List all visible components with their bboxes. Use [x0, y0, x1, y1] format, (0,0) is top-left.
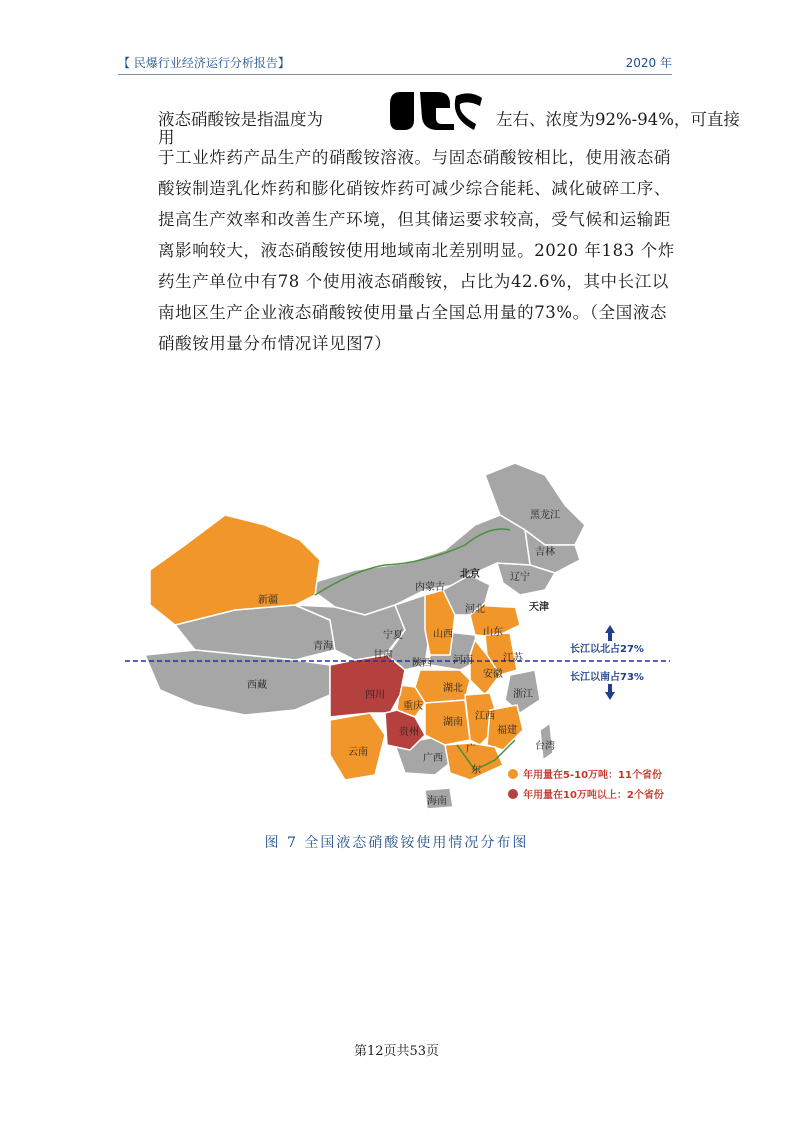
paragraph-line: 硝酸铵用量分布情况详见图7） [158, 334, 392, 353]
province-sichuan [330, 655, 405, 717]
label-guangdong: 东 [471, 765, 481, 776]
report-title: 【 民爆行业经济运行分析报告】 [118, 56, 290, 70]
label-taiwan: 台湾 [535, 741, 555, 752]
report-year: 2020 年 [625, 56, 672, 70]
china-ammonium-nitrate-map [125, 455, 685, 815]
tianjin-pointer [485, 605, 525, 607]
north-share-label: 长江以北占27% [570, 644, 644, 655]
label-anhui: 安徽 [483, 669, 503, 680]
label-hebei: 河北 [465, 604, 485, 615]
legend-orange-swatch [508, 769, 518, 779]
paragraph-first-line [158, 100, 758, 147]
label-liaoning: 辽宁 [510, 572, 530, 583]
label-xinjiang: 新疆 [258, 595, 278, 606]
label-jiangsu: 江苏 [503, 653, 523, 664]
arrow-down-icon [605, 684, 615, 700]
label-guangxi: 广西 [423, 753, 443, 764]
page-number: 第12页共53页 [353, 1044, 440, 1059]
label-shaanxi: 陕西 [412, 658, 432, 669]
label-xizang: 西藏 [247, 680, 267, 691]
paragraph-line: 离影响较大，液态硝酸铵使用地域南北差别明显。2020 年183 个炸 [158, 241, 675, 260]
label-hubei: 湖北 [443, 683, 463, 694]
body-paragraph [158, 100, 758, 359]
label-tianjin: 天津 [529, 602, 549, 613]
paragraph-line: 提高生产效率和改善生产环境，但其储运要求较高，受气候和运输距 [158, 210, 671, 229]
label-hainan: 海南 [427, 796, 447, 807]
arrow-up-icon [605, 625, 615, 641]
label-neimenggu: 内蒙古 [415, 582, 445, 593]
label-guang-fragment: 广 [466, 744, 476, 755]
label-sichuan: 四川 [365, 690, 385, 701]
paragraph-line: 于工业炸药产品生产的硝酸铵溶液。与固态硝酸铵相比，使用液态硝 [158, 148, 671, 167]
label-hunan: 湖南 [443, 717, 463, 728]
label-guizhou: 贵州 [399, 727, 419, 738]
label-fujian: 福建 [497, 725, 517, 736]
label-zhejiang: 浙江 [513, 689, 533, 700]
broken-formula-image [380, 90, 496, 130]
legend-red-label: 年用量在10万吨以上：2个省份 [523, 790, 664, 801]
label-beijing: 北京 [460, 569, 480, 580]
paragraph-text: 液态硝酸铵是指温度为 [158, 110, 323, 129]
legend-orange-label: 年用量在5-10万吨：11个省份 [523, 770, 662, 781]
label-gansu: 甘肃 [373, 650, 393, 661]
label-jilin: 吉林 [535, 547, 555, 558]
label-ningxia: 宁夏 [383, 630, 403, 641]
label-qinghai: 青海 [313, 641, 333, 652]
label-henan: 河南 [453, 655, 473, 666]
legend-red-swatch [508, 789, 518, 799]
paragraph-line: 南地区生产企业液态硝酸铵使用量占全国总用量的73%。（全国液态 [158, 303, 668, 322]
paragraph-text: 用 [158, 128, 175, 147]
label-shandong: 山东 [483, 627, 503, 638]
paragraph-text: 左右、浓度为92%-94%，可直接 [496, 110, 740, 129]
label-heilongjiang: 黑龙江 [530, 510, 560, 521]
page-header [118, 52, 672, 75]
province-xizang [145, 650, 330, 715]
paragraph-line: 药生产单位中有78 个使用液态硝酸铵，占比为42.6%，其中长江以 [158, 272, 669, 291]
label-jiangxi: 江西 [475, 711, 495, 722]
label-chongqing: 重庆 [403, 701, 423, 712]
label-yunnan: 云南 [348, 747, 368, 758]
label-shanxi: 山西 [433, 629, 453, 640]
figure-caption: 图 7 全国液态硝酸铵使用情况分布图 [264, 835, 529, 851]
paragraph-line: 酸铵制造乳化炸药和膨化硝铵炸药可减少综合能耗、减化破碎工序、 [158, 179, 671, 198]
south-share-label: 长江以南占73% [570, 672, 644, 683]
